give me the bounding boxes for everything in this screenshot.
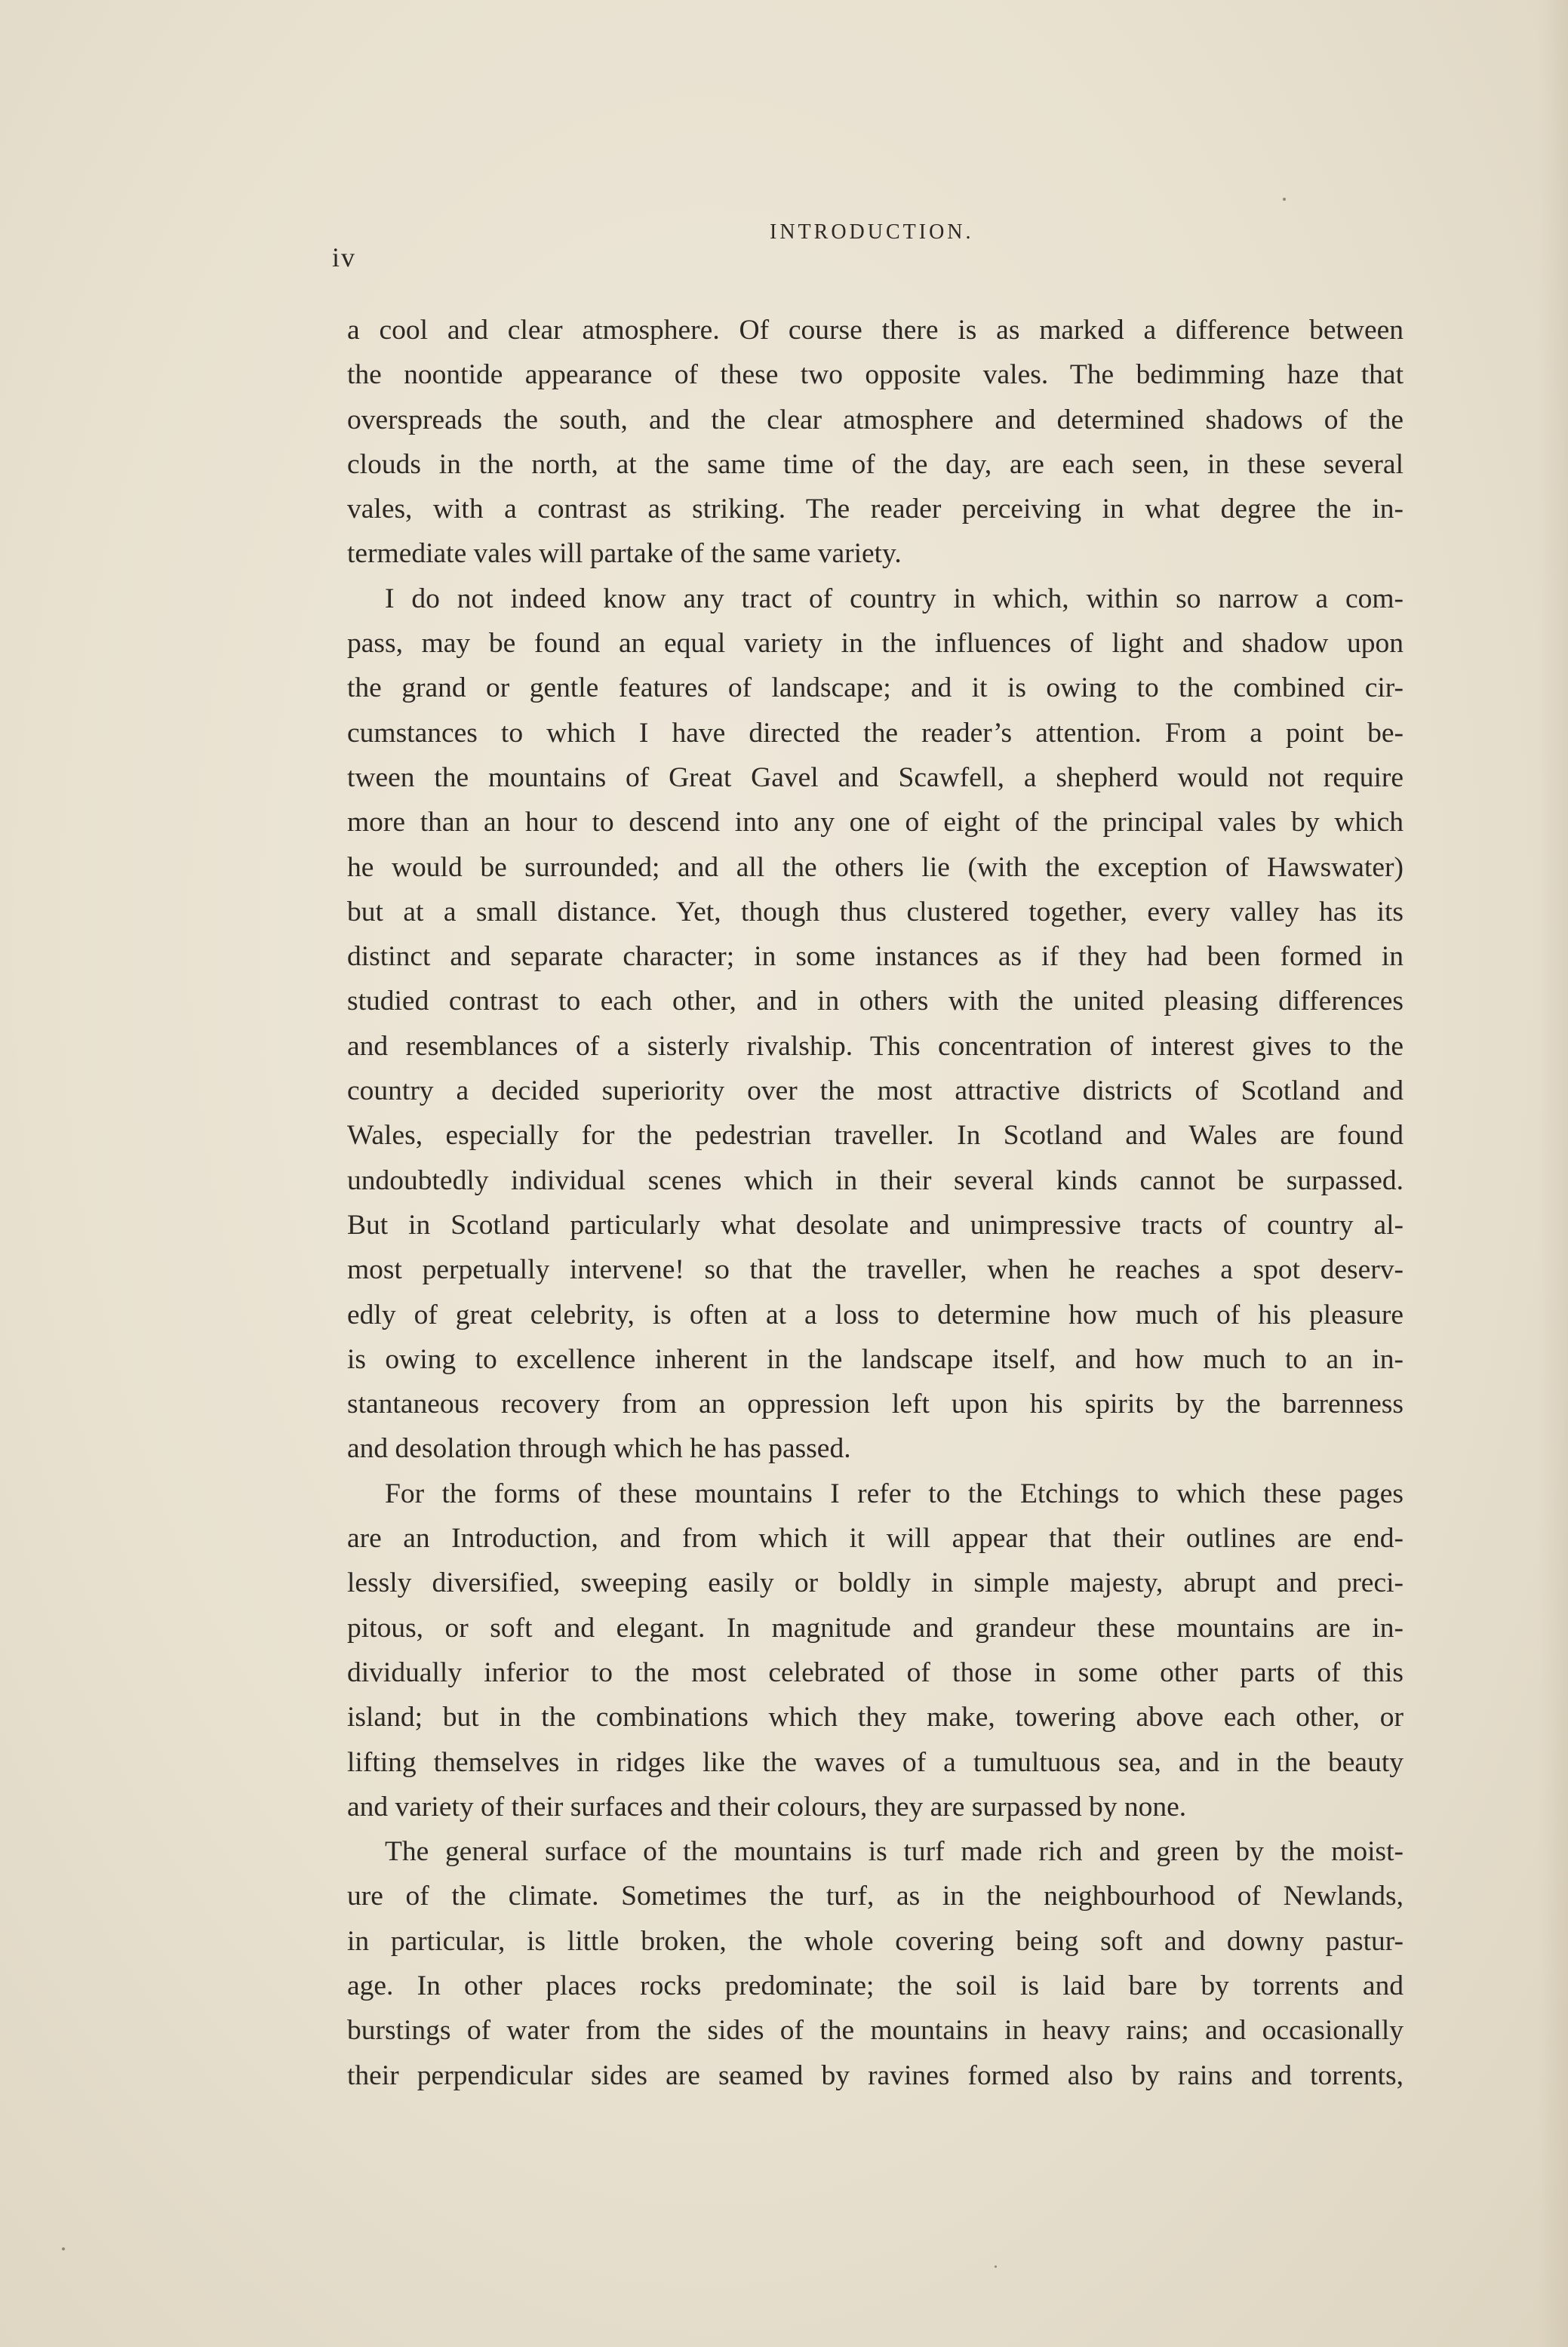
text-line: ure of the climate. Sometimes the turf, as in the neighbourhood of Newlands, <box>347 1881 1404 1912</box>
text-line: burstings of water from the sides of the mountains in heavy rains; and occasionally <box>347 2015 1404 2047</box>
page-number: iv <box>332 242 357 272</box>
text-line: cumstances to which I have directed the reader’s attention. From a point be- <box>347 717 1404 749</box>
text-line: age. In other places rocks predominate; the soil is laid bare by torrents and <box>347 1970 1404 2001</box>
text-line: I do not indeed know any tract of country in which, within so narrow a com- <box>385 583 1404 614</box>
text-line: country a decided superiority over the most attractive districts of Scotland and <box>347 1075 1404 1107</box>
text-line: distinct and separate character; in some instances as if they had been formed in <box>347 941 1404 973</box>
text-line: island; but in the combinations which they make, towering above each other, or <box>347 1702 1404 1733</box>
text-line: The general surface of the mountains is turf made rich and green by the moist- <box>385 1836 1404 1868</box>
text-line: overspreads the south, and the clear atmosphere and determined shadows of the <box>347 404 1404 435</box>
text-line: the noontide appearance of these two opposite vales. The bedimming haze that <box>347 359 1404 391</box>
text-line: Wales, especially for the pedestrian traveller. In Scotland and Wales are found <box>347 1120 1404 1152</box>
text-line: most perpetually intervene! so that the traveller, when he reaches a spot deserv- <box>347 1254 1404 1286</box>
text-line: in particular, is little broken, the whole covering being soft and downy pastur- <box>347 1925 1404 1957</box>
text-line: But in Scotland particularly what desolate and unimpressive tracts of country al- <box>347 1209 1404 1241</box>
text-line: undoubtedly individual scenes which in their several kinds cannot be surpassed. <box>347 1164 1404 1196</box>
text-line: and resemblances of a sisterly rivalship. This concentration of interest gives to the <box>347 1030 1404 1062</box>
text-line: pass, may be found an equal variety in the influences of light and shadow upon <box>347 628 1404 660</box>
text-line: termediate vales will partake of the same variety. <box>347 538 902 570</box>
body-text <box>347 308 1404 2098</box>
text-line: are an Introduction, and from which it will appear that their outlines are end- <box>347 1523 1404 1555</box>
text-line: stantaneous recovery from an oppression left upon his spirits by the barrenness <box>347 1389 1404 1420</box>
running-title: INTRODUCTION. <box>770 220 974 244</box>
page-edge-shadow <box>1538 0 1568 2347</box>
paper-speck <box>995 2265 997 2268</box>
text-line: their perpendicular sides are seamed by ravines formed also by rains and torrents, <box>347 2059 1404 2091</box>
text-line: he would be surrounded; and all the others lie (with the exception of Hawswater) <box>347 851 1404 883</box>
text-line: edly of great celebrity, is often at a loss to determine how much of his pleasure <box>347 1299 1404 1330</box>
text-line: dividually inferior to the most celebrated of those in some other parts of this <box>347 1656 1404 1688</box>
text-line: a cool and clear atmosphere. Of course there is as marked a difference between <box>347 315 1404 346</box>
text-line: tween the mountains of Great Gavel and Scawfell, a shepherd would not require <box>347 761 1404 793</box>
text-line: studied contrast to each other, and in others with the united pleasing differences <box>347 986 1404 1017</box>
paper-speck <box>1283 198 1286 201</box>
text-line: is owing to excellence inherent in the landscape itself, and how much to an in- <box>347 1343 1404 1375</box>
text-line: lessly diversified, sweeping easily or boldly in simple majesty, abrupt and preci- <box>347 1567 1404 1599</box>
text-line: the grand or gentle features of landscape; and it is owing to the combined cir- <box>347 672 1404 704</box>
text-line: lifting themselves in ridges like the waves of a tumultuous sea, and in the beauty <box>347 1746 1404 1778</box>
paper-speck <box>62 2247 65 2250</box>
text-line: more than an hour to descend into any one of eight of the principal vales by which <box>347 807 1404 838</box>
text-line: clouds in the north, at the same time of the day, are each seen, in these several <box>347 448 1404 480</box>
text-line: and desolation through which he has passed. <box>347 1433 851 1465</box>
text-line: and variety of their surfaces and their colours, they are surpassed by none. <box>347 1791 1187 1823</box>
text-line: For the forms of these mountains I refer to the Etchings to which these pages <box>385 1478 1404 1509</box>
running-head <box>332 220 1404 272</box>
text-line: but at a small distance. Yet, though thus clustered together, every valley has its <box>347 896 1404 927</box>
text-line: pitous, or soft and elegant. In magnitude and grandeur these mountains are in- <box>347 1612 1404 1644</box>
text-line: vales, with a contrast as striking. The reader perceiving in what degree the in- <box>347 494 1404 525</box>
